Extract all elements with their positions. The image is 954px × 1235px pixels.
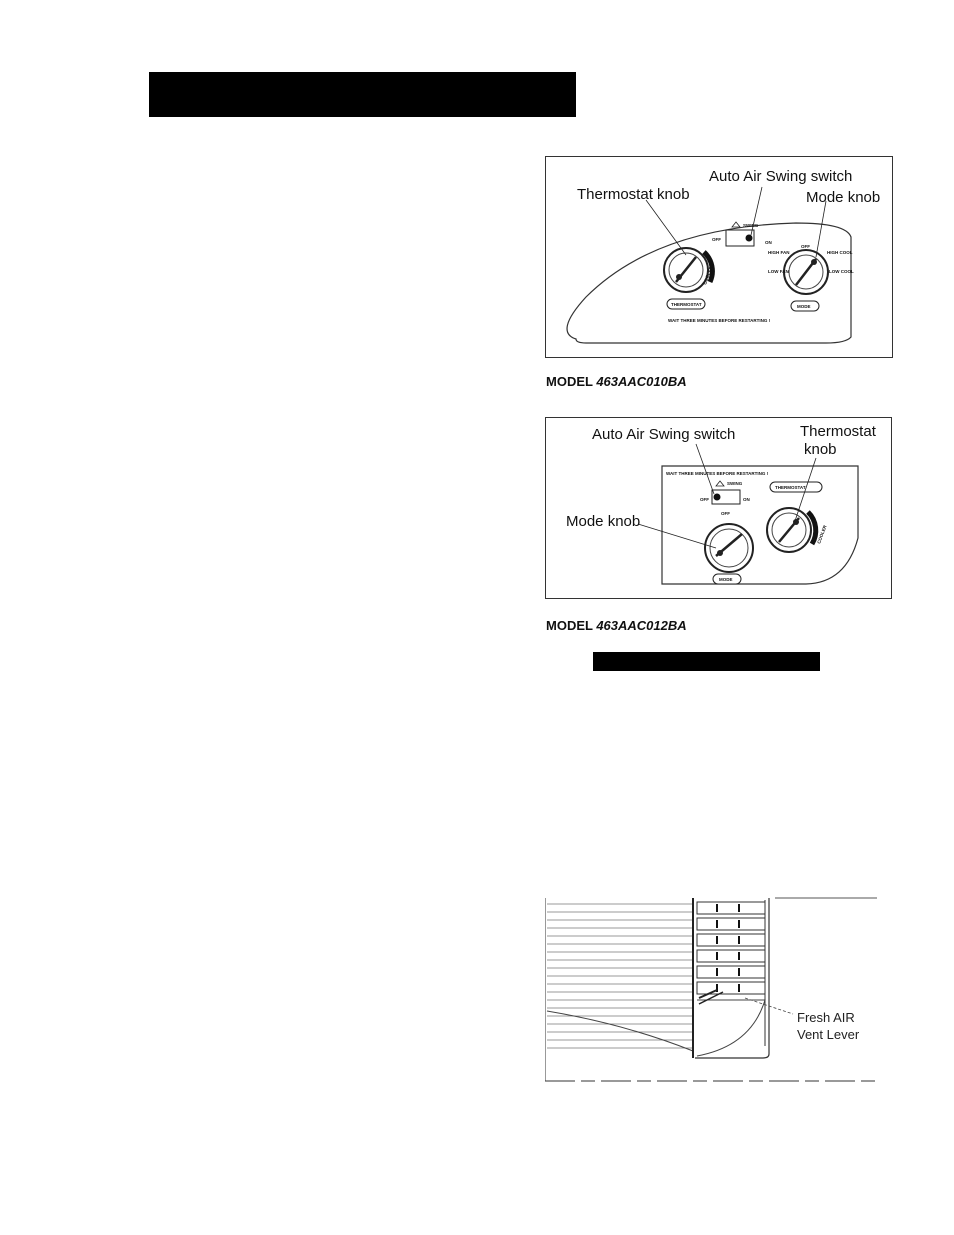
- swing-mark-text: SWING: [743, 223, 759, 228]
- section-subheader-bar: [593, 652, 820, 671]
- mode-tick-high-fan: HIGH FAN: [768, 250, 790, 255]
- mode-off-tick: OFF: [721, 511, 730, 516]
- thermostat-knob-icon-2: [767, 508, 816, 552]
- model-caption-012: MODEL 463AAC012BA: [546, 618, 687, 633]
- vent-drawing: [545, 896, 880, 1082]
- switch-off-text: OFF: [712, 237, 721, 242]
- thermostat-knob-label-2: Thermostat knob: [800, 423, 876, 458]
- mode-tick-off: OFF: [801, 244, 810, 249]
- thermostat-badge: THERMOSTAT: [671, 302, 702, 307]
- mode-knob-icon-2: [705, 524, 753, 572]
- cooler-arc-text-2: COOLER: [816, 524, 828, 545]
- fresh-air-vent-lever-label: Fresh AIR Vent Lever: [797, 1010, 860, 1042]
- switch-on-text-2: ON: [743, 497, 750, 502]
- mode-tick-high-cool: HIGH COOL: [827, 250, 853, 255]
- model-caption-010: MODEL 463AAC010BA: [546, 374, 687, 389]
- thermostat-badge-2: THERMOSTAT: [775, 485, 806, 490]
- mode-tick-low-fan: LOW FAN: [768, 269, 789, 274]
- vent-slots: [697, 902, 765, 994]
- control-panel-figure-model-010: [545, 156, 893, 358]
- cooler-arc-text: COOLER: [702, 265, 714, 286]
- switch-on-text: ON: [765, 240, 772, 245]
- restart-warning-text: WAIT THREE MINUTES BEFORE RESTARTING !: [668, 318, 771, 323]
- restart-warning-text-2: WAIT THREE MINUTES BEFORE RESTARTING !: [666, 471, 769, 476]
- auto-air-swing-switch-label-2: Auto Air Swing switch: [592, 426, 736, 443]
- swing-mark-text-2: SWING: [727, 481, 743, 486]
- auto-air-swing-switch-label: Auto Air Swing switch: [709, 168, 853, 185]
- switch-off-text-2: OFF: [700, 497, 709, 502]
- mode-badge: MODE: [797, 304, 811, 309]
- thermostat-knob-label: Thermostat knob: [577, 186, 690, 203]
- section-header-bar: [149, 72, 576, 117]
- mode-knob-icon: [784, 250, 828, 294]
- mode-tick-low-cool: LOW COOL: [829, 269, 854, 274]
- control-panel-figure-model-012: [545, 417, 892, 599]
- mode-knob-label: Mode knob: [806, 189, 881, 206]
- mode-knob-label-2: Mode knob: [566, 513, 641, 530]
- fresh-air-vent-figure: [545, 896, 880, 1082]
- mode-badge-2: MODE: [719, 577, 733, 582]
